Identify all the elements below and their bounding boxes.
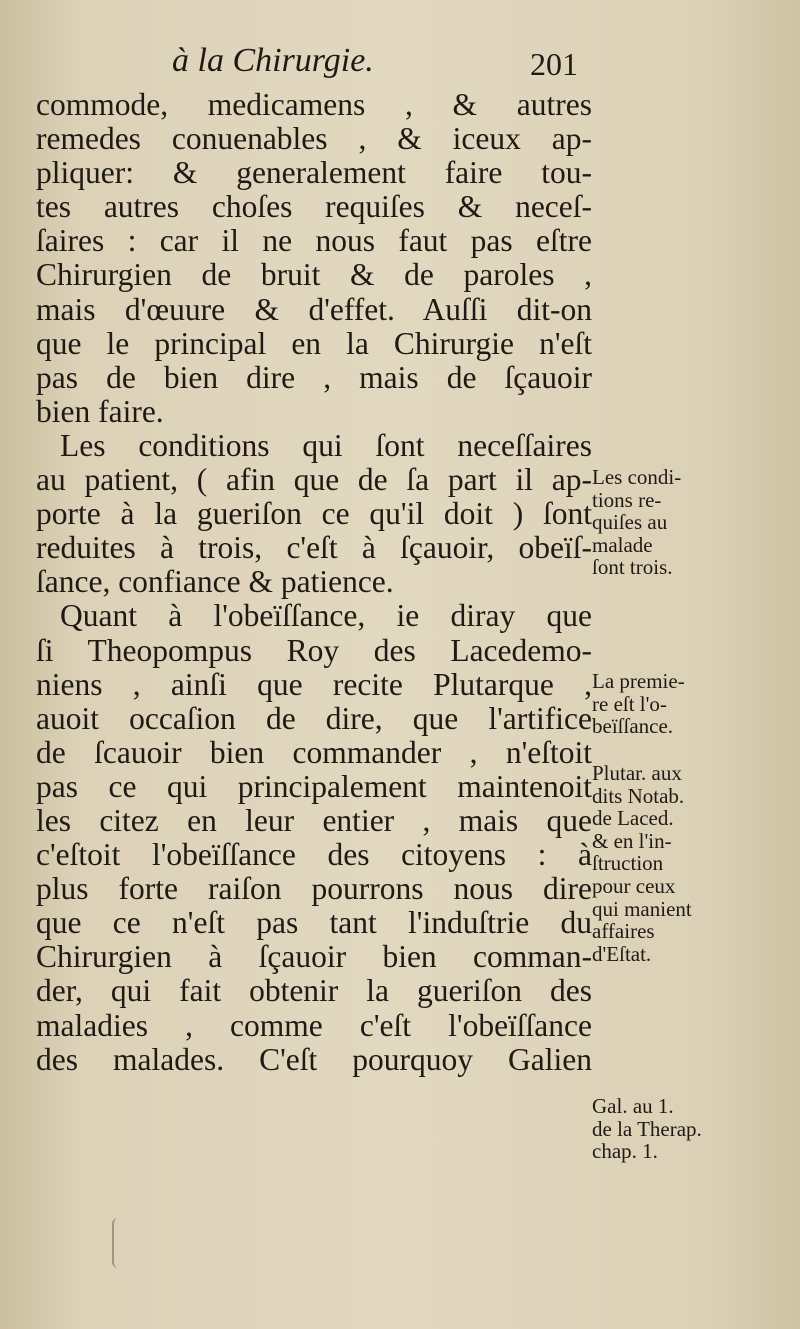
main-text [36, 88, 592, 1077]
margin-line: qui manient [592, 896, 692, 921]
text-line: des malades. C'eſt pourquoy Galien [36, 1042, 592, 1077]
text-line: commode, medicamens , & autres [36, 88, 592, 122]
margin-line: chap. 1. [592, 1139, 658, 1164]
text-line: maladies , comme c'eſt l'obeïſſance [36, 1008, 592, 1043]
text-line: au patient, ( afin que de ſa part il ap- [36, 463, 592, 498]
margin-note-conditions [592, 466, 752, 579]
margin-line: re eſt l'o- [592, 691, 667, 716]
text-line: c'eſtoit l'obeïſſance des citoyens : à [36, 838, 592, 873]
text-line: ſaires : car il ne nous faut pas eſtre [36, 224, 592, 259]
text-line: auoit occaſion de dire, que l'artifice [36, 701, 592, 736]
margin-note-obedience [592, 670, 752, 738]
margin-line: dits Notab. [592, 783, 685, 808]
text-line: de ſcauoir bien commander , n'eſtoit [36, 735, 592, 770]
margin-line: de Laced. [592, 806, 674, 831]
text-line: les citez en leur entier , mais que [36, 803, 592, 838]
margin-line: malade [592, 532, 653, 557]
text-line: reduites à trois, c'eſt à ſçauoir, obeïſ- [36, 531, 592, 566]
text-line: der, qui fait obtenir la gueriſon des [36, 974, 592, 1009]
margin-line: ſont trois. [592, 555, 673, 580]
margin-line: de la Therap. [592, 1116, 702, 1141]
text-line: Quant à l'obeïſſance, ie diray que [60, 599, 592, 634]
margin-line: pour ceux [592, 873, 676, 898]
text-line: Chirurgien à ſçauoir bien comman- [36, 940, 592, 975]
page-number: 201 [530, 46, 578, 82]
margin-line: d'Eſtat. [592, 941, 652, 966]
text-line: plus forte raiſon pourrons nous dire [36, 872, 592, 907]
margin-line: Plutar. aux [592, 761, 682, 785]
text-line: pas de bien dire , mais de ſçauoir [36, 360, 592, 395]
text-line: bien faire. [36, 394, 164, 429]
margin-note-galen [592, 1095, 752, 1163]
margin-line: tions re- [592, 487, 662, 512]
text-line: ſance, confiance & patience. [36, 565, 394, 600]
text-line: que le principal en la Chirurgie n'eſt [36, 326, 592, 361]
text-line: que ce n'eſt pas tant l'induſtrie du [36, 906, 592, 941]
margin-line: ſtruction [592, 851, 664, 876]
ink-stain [112, 1218, 124, 1268]
page-header [0, 38, 800, 88]
running-title: à la Chirurgie. [172, 42, 374, 79]
margin-line: quiſes au [592, 510, 668, 535]
text-line: remedes conuenables , & iceux ap- [36, 122, 592, 157]
margin-line: & en l'in- [592, 828, 672, 853]
text-line: pliquer: & generalement faire tou- [36, 156, 592, 191]
margin-line: affaires [592, 919, 655, 944]
text-line: Les conditions qui ſont neceſſaires [60, 428, 592, 463]
text-line: ſi Theopompus Roy des Lacedemo- [36, 633, 592, 668]
margin-line: beïſſance. [592, 714, 674, 739]
text-line: Chirurgien de bruit & de paroles , [36, 258, 592, 293]
text-line: mais d'œuure & d'effet. Auſſi dit-on [36, 292, 592, 327]
text-line: porte à la gueriſon ce qu'il doit ) ſont [36, 497, 592, 532]
margin-line: Gal. au 1. [592, 1094, 674, 1118]
text-line: niens , ainſi que recite Plutarque , [36, 667, 592, 702]
margin-line: Les condi- [592, 465, 682, 489]
text-line: tes autres choſes requiſes & neceſ- [36, 190, 592, 225]
margin-line: La premie- [592, 669, 685, 693]
text-line: pas ce qui principalement maintenoit [36, 769, 592, 804]
margin-note-plutarch [592, 762, 752, 965]
